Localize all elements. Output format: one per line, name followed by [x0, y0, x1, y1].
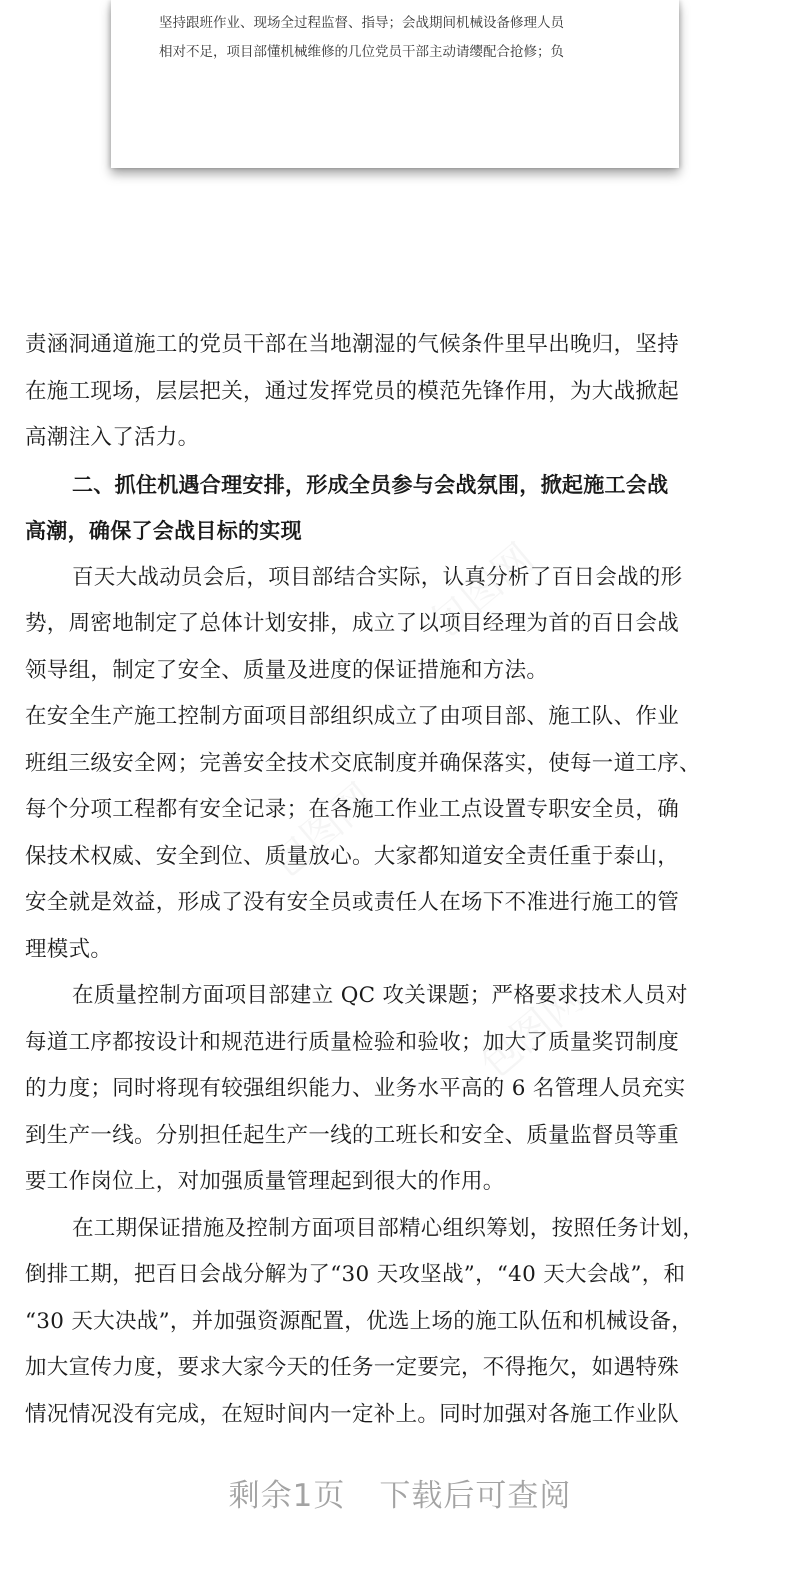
watermark: 包图网: [261, 774, 383, 888]
paragraph-line: 在质量控制方面项目部建立 QC 攻关课题；严格要求技术人员对: [72, 983, 688, 1008]
paragraph-line: 百天大战动员会后，项目部结合实际，认真分析了百日会战的形: [72, 564, 683, 590]
watermark: 包图网: [471, 974, 593, 1088]
preview-line-2: 相对不足，项目部懂机械维修的几位党员干部主动请缨配合抢修；负: [159, 44, 564, 60]
paragraph-line: 每道工序都按设计和规范进行质量检验和验收；加大了质量奖罚制度: [25, 1029, 680, 1055]
download-to-view-label[interactable]: 下载后可查阅: [379, 1478, 572, 1514]
preview-line-1: 坚持跟班作业、现场全过程监督、指导；会战期间机械设备修理人员: [159, 15, 564, 31]
paragraph-line: 责涵洞通道施工的党员干部在当地潮湿的气候条件里早出晚归，坚持: [25, 332, 680, 357]
paragraph-line: 到生产一线。分别担任起生产一线的工班长和安全、质量监督员等重: [25, 1122, 680, 1148]
paragraph-line: 势，周密地制定了总体计划安排，成立了以项目经理为首的百日会战: [25, 611, 680, 636]
paragraph-line: 每个分项工程都有安全记录；在各施工作业工点设置专职安全员，确: [25, 797, 680, 822]
paragraph-line: 高潮注入了活力。: [25, 425, 200, 450]
paragraph-line: 在安全生产施工控制方面项目部组织成立了由项目部、施工队、作业: [25, 704, 680, 729]
paragraph-line: 要工作岗位上，对加强质量管理起到很大的作用。: [25, 1169, 505, 1194]
document-body: [25, 322, 785, 1438]
paragraph-line: 在施工现场，层层把关，通过发挥党员的模范先锋作用，为大战掀起: [25, 378, 680, 404]
paragraph-line: 班组三级安全网；完善安全技术交底制度并确保落实，使每一道工序、: [25, 750, 701, 776]
paragraph-line: 保技术权威、安全到位、质量放心。大家都知道安全责任重于泰山，: [25, 843, 680, 869]
section-heading-line: 二、抓住机遇合理安排，形成全员参与会战氛围，掀起施工会战: [72, 472, 669, 497]
preview-page-card: [111, 0, 679, 168]
paragraph-line: 情况情况没有完成，在短时间内一定补上。同时加强对各施工作业队: [25, 1401, 680, 1427]
section-heading-line: 高潮，确保了会战目标的实现: [25, 519, 302, 543]
paragraph-line: 安全就是效益，形成了没有安全员或责任人在场下不准进行施工的管: [25, 890, 680, 915]
download-prompt[interactable]: [0, 1470, 800, 1515]
paragraph-line: “30 天大决战”，并加强资源配置，优选上场的施工队伍和机械设备，: [25, 1308, 694, 1334]
paragraph-line: 在工期保证措施及控制方面项目部精心组织筹划，按照任务计划，: [72, 1215, 705, 1241]
paragraph-line: 领导组，制定了安全、质量及进度的保证措施和方法。: [25, 657, 549, 683]
paragraph-line: 倒排工期，把百日会战分解为了“30 天攻坚战”，“40 天大会战”，和: [25, 1262, 686, 1287]
paragraph-line: 的力度；同时将现有较强组织能力、业务水平高的 6 名管理人员充实: [25, 1076, 686, 1101]
paragraph-line: 加大宣传力度，要求大家今天的任务一定要完，不得拖欠，如遇特殊: [25, 1355, 680, 1380]
watermark: 包图网: [421, 534, 543, 648]
paragraph-line: 理模式。: [25, 936, 113, 962]
remaining-pages-label: 剩余1页: [228, 1478, 346, 1514]
